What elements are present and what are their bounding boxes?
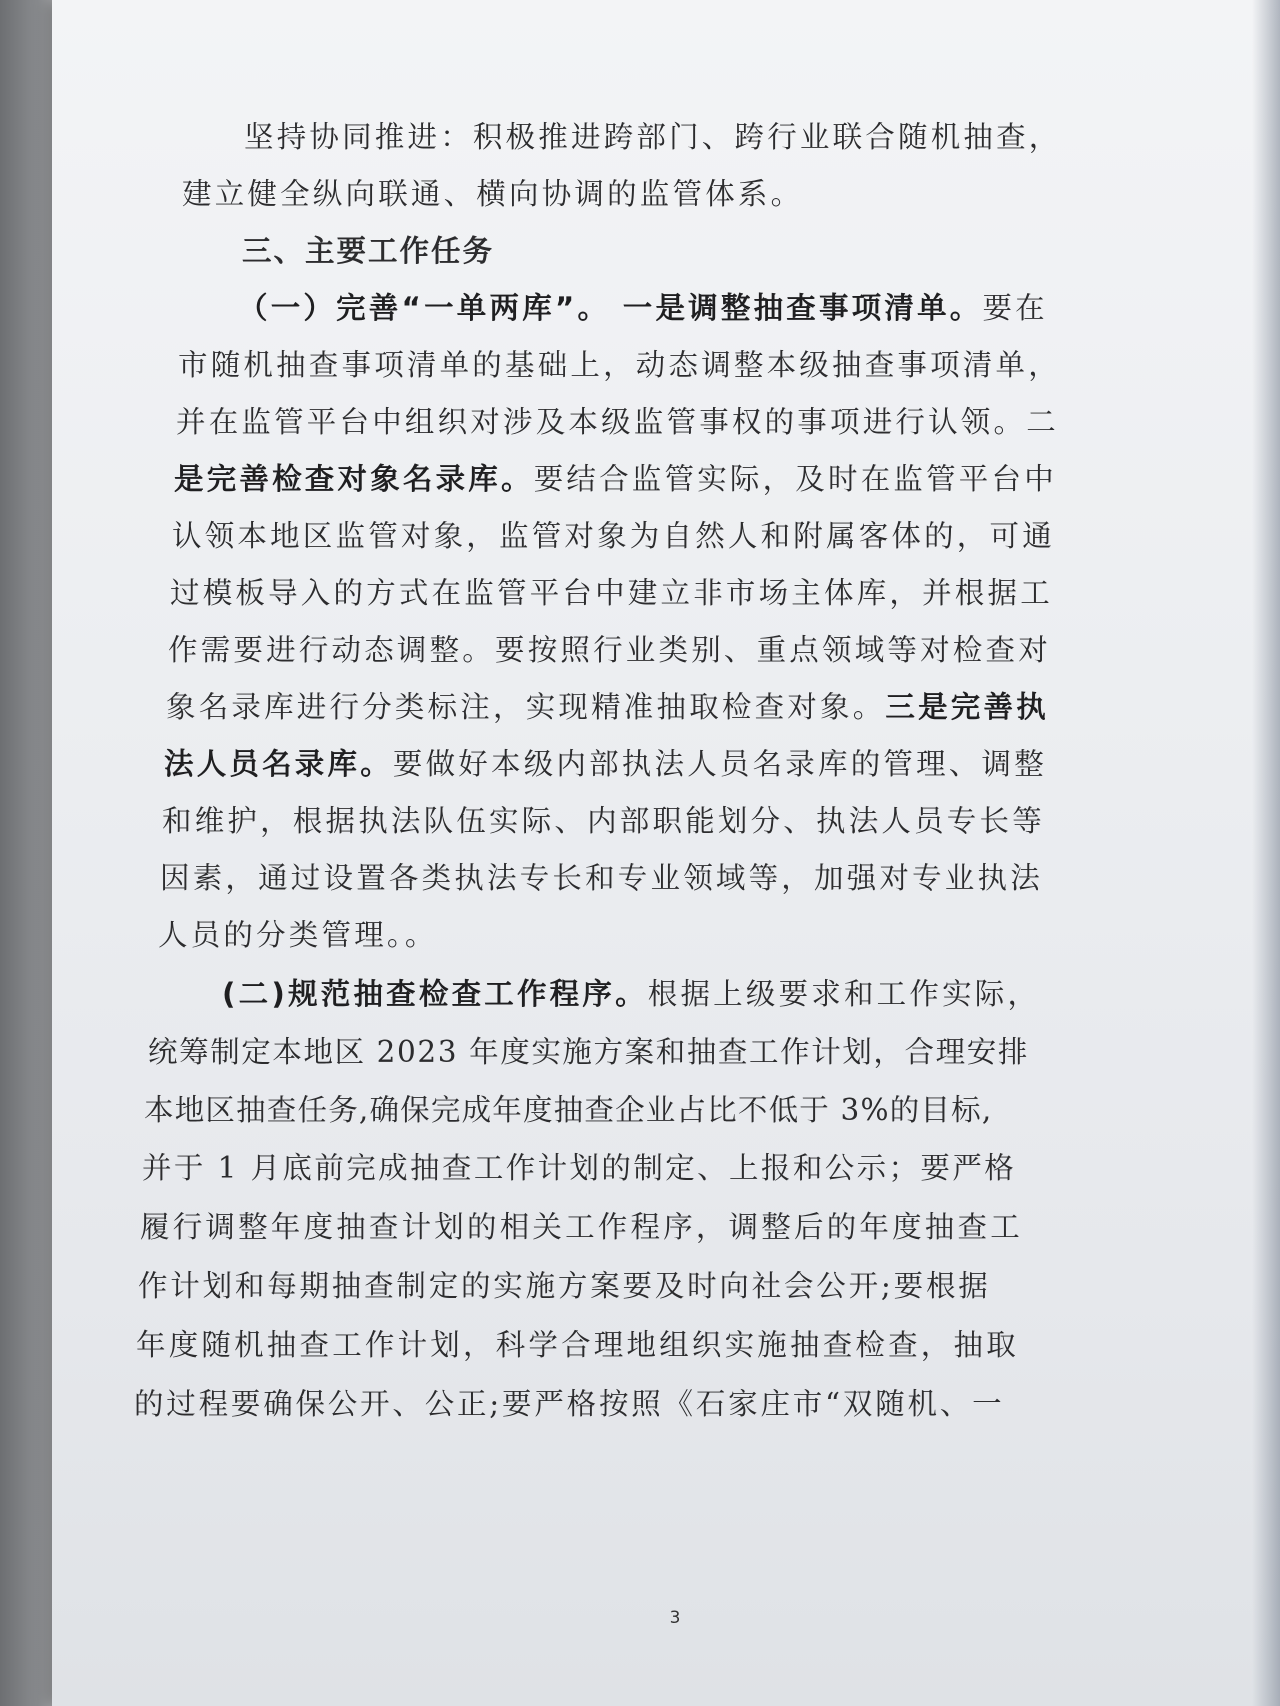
sub2-text-1: 根据上级要求和工作实际， [647, 977, 1041, 1011]
sub1-title: （一）完善“一单两库”。 [238, 291, 611, 325]
section-title: 三、主要工作任务 [242, 234, 495, 268]
sub2-title: (二)规范抽查检查工作程序。 [222, 977, 648, 1011]
sub2-line-6: 作计划和每期抽查制定的实施方案要及时向社会公开;要根据 [138, 1269, 991, 1303]
sub1-line-4 [174, 459, 1057, 499]
sub1-line-7: 作需要进行动态调整。要按照行业类别、重点领域等对检查对 [168, 633, 1051, 667]
sub2-line-3: 本地区抽查任务,确保完成年度抽查企业占比不低于 3%的目标, [144, 1093, 993, 1127]
sub1-text-4: 要结合监管实际，及时在监管平台中 [533, 462, 1057, 496]
sub1-line-2: 市随机抽查事项清单的基础上，动态调整本级抽查事项清单， [178, 348, 1061, 382]
sub1-text-8: 象名录库进行分类标注，实现精准抽取检查对象。 [166, 690, 886, 724]
sub1-line-12: 人员的分类管理。。 [158, 918, 438, 952]
sub2-line-7: 年度随机抽查工作计划，科学合理地组织实施抽查检查，抽取 [136, 1328, 1019, 1362]
principle-line-2: 建立健全纵向联通、横向协调的监管体系。 [182, 177, 804, 211]
sub2-line-5: 履行调整年度抽查计划的相关工作程序，调整后的年度抽查工 [140, 1210, 1023, 1244]
sub1-line-10: 和维护，根据执法队伍实际、内部职能划分、执法人员专长等 [162, 804, 1045, 838]
sub2-line-8: 的过程要确保公开、公正;要严格按照《石家庄市“双随机、一 [134, 1387, 1005, 1421]
sub1-line-6: 过模板导入的方式在监管平台中建立非市场主体库，并根据工 [170, 576, 1053, 610]
sub1-line-9 [164, 744, 1047, 784]
sub2-line-2: 统筹制定本地区 2023 年度实施方案和抽查工作计划，合理安排 [148, 1035, 1029, 1069]
sub1-text-1: 要在 [982, 291, 1048, 325]
sub1-bold-3: 三是完善执 [885, 690, 1049, 724]
sub2-line-4: 并于 1 月底前完成抽查工作计划的制定、上报和公示；要严格 [142, 1151, 1017, 1185]
sub1-line-11: 因素，通过设置各类执法专长和专业领域等，加强对专业执法 [160, 861, 1043, 895]
sub1-bold-1: 一是调整抽查事项清单。 [622, 291, 983, 325]
document-page [52, 0, 1280, 1706]
sub1-bold-4: 法人员名录库。 [164, 747, 393, 781]
page-right-shadow [1252, 0, 1280, 1706]
sub1-line-5: 认领本地区监管对象，监管对象为自然人和附属客体的，可通 [172, 519, 1055, 553]
sub2-line-1 [222, 974, 1040, 1014]
sub1-bold-2: 是完善检查对象名录库。 [174, 462, 534, 496]
sub1-line-1 [238, 288, 1048, 328]
sub1-line-8 [166, 687, 1049, 727]
sub1-line-3: 并在监管平台中组织对涉及本级监管事权的事项进行认领。二 [176, 405, 1059, 439]
principle-line-1: 坚持协同推进：积极推进跨部门、跨行业联合随机抽查， [244, 120, 1062, 154]
sub1-text-9: 要做好本级内部执法人员名录库的管理、调整 [392, 747, 1047, 781]
page-number: 3 [669, 1608, 681, 1628]
